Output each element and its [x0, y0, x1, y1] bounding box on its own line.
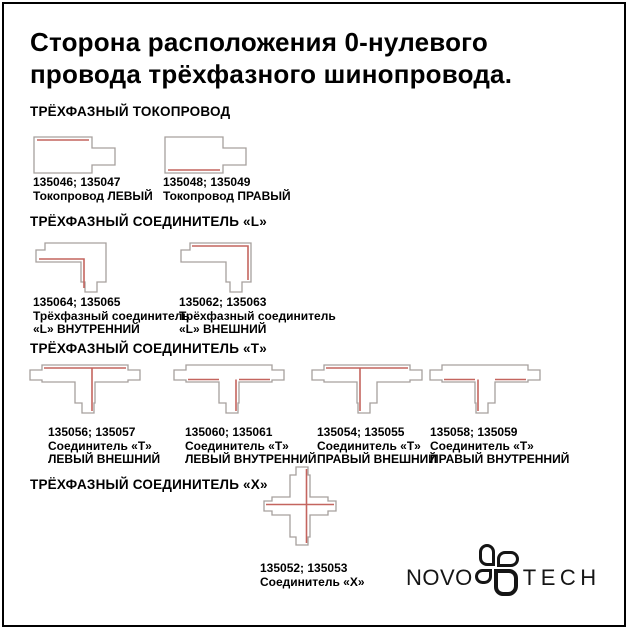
diagram-l-inner [33, 242, 109, 294]
diagram-l-outer [178, 242, 254, 294]
section-header-t: ТРЁХФАЗНЫЙ СОЕДИНИТЕЛЬ «Т» [30, 341, 267, 356]
flower-petal-top-right [497, 551, 519, 567]
connector-outline [174, 365, 284, 413]
novotech-flower-icon [475, 544, 521, 598]
brand-name-tech: TECH [522, 565, 601, 590]
product-name: Токопровод ПРАВЫЙ [163, 188, 291, 203]
article-codes: 135064; 135065 [33, 295, 121, 309]
product-name: Соединитель «Т» [185, 438, 289, 453]
caption-feed-right [163, 176, 291, 203]
caption-t-left-outer [48, 426, 160, 467]
section-header-feed: ТРЁХФАЗНЫЙ ТОКОПРОВОД [30, 104, 231, 119]
product-variant: ЛЕВЫЙ ВНУТРЕННИЙ [185, 452, 317, 466]
page-title-line2: провода трёхфазного шинопровода. [30, 59, 513, 89]
product-name: Соединитель «Т» [430, 438, 534, 453]
diagram-t-left-outer [28, 363, 142, 414]
zero-wire-line [39, 259, 84, 288]
article-codes: 135054; 135055 [317, 425, 405, 439]
product-variant: «L» ВНЕШНИЙ [179, 322, 267, 336]
page-title-line1: Сторона расположения 0-нулевого [30, 27, 488, 57]
caption-t-right-inner [430, 426, 569, 467]
flower-petal-bottom-right [494, 569, 518, 596]
flower-petal-top-left [479, 544, 495, 566]
product-name: Соединитель «Т» [48, 438, 152, 453]
diagram-t-left-inner [172, 363, 286, 414]
flower-petal-bottom-left [475, 569, 492, 584]
diagram-feed-left [33, 136, 117, 174]
diagram-t-right-inner [428, 363, 542, 414]
brand-name-novo: NOVO [406, 565, 473, 590]
connector-outline [36, 243, 106, 292]
connector-outline [30, 365, 140, 413]
article-codes: 135048; 135049 [163, 175, 251, 189]
caption-l-outer [179, 296, 336, 337]
article-codes: 135062; 135063 [179, 295, 267, 309]
connector-outline [312, 365, 422, 413]
article-codes: 135056; 135057 [48, 425, 136, 439]
article-codes: 135058; 135059 [430, 425, 518, 439]
article-codes: 135052; 135053 [260, 561, 348, 575]
section-header-l: ТРЁХФАЗНЫЙ СОЕДИНИТЕЛЬ «L» [30, 214, 267, 229]
product-variant: ЛЕВЫЙ ВНЕШНИЙ [48, 452, 161, 466]
caption-feed-left [33, 176, 153, 203]
article-codes: 135060; 135061 [185, 425, 273, 439]
caption-t-left-inner [185, 426, 317, 467]
diagram-x-cross [262, 466, 338, 546]
brand-logo [406, 542, 601, 598]
connector-outline [181, 243, 251, 292]
diagram-t-right-outer [310, 363, 424, 414]
article-codes: 135046; 135047 [33, 175, 121, 189]
product-name: Соединитель «Т» [317, 438, 421, 453]
product-name: Трёхфазный соединитель [33, 308, 190, 323]
product-variant: ПРАВЫЙ ВНЕШНИЙ [317, 452, 437, 466]
caption-x-cross [260, 562, 365, 589]
caption-l-inner [33, 296, 190, 337]
product-variant: «L» ВНУТРЕННИЙ [33, 322, 140, 336]
caption-t-right-outer [317, 426, 437, 467]
page-title [30, 26, 512, 90]
diagram-feed-right [164, 136, 248, 174]
connector-outline [430, 365, 540, 413]
connector-outline [165, 137, 246, 173]
connector-outline [264, 467, 336, 545]
product-name: Соединитель «Х» [260, 574, 365, 589]
connector-outline [34, 137, 115, 173]
section-header-x: ТРЁХФАЗНЫЙ СОЕДИНИТЕЛЬ «Х» [30, 477, 268, 492]
product-name: Токопровод ЛЕВЫЙ [33, 188, 153, 203]
product-name: Трёхфазный соединитель [179, 308, 336, 323]
product-variant: ПРАВЫЙ ВНУТРЕННИЙ [430, 452, 570, 466]
